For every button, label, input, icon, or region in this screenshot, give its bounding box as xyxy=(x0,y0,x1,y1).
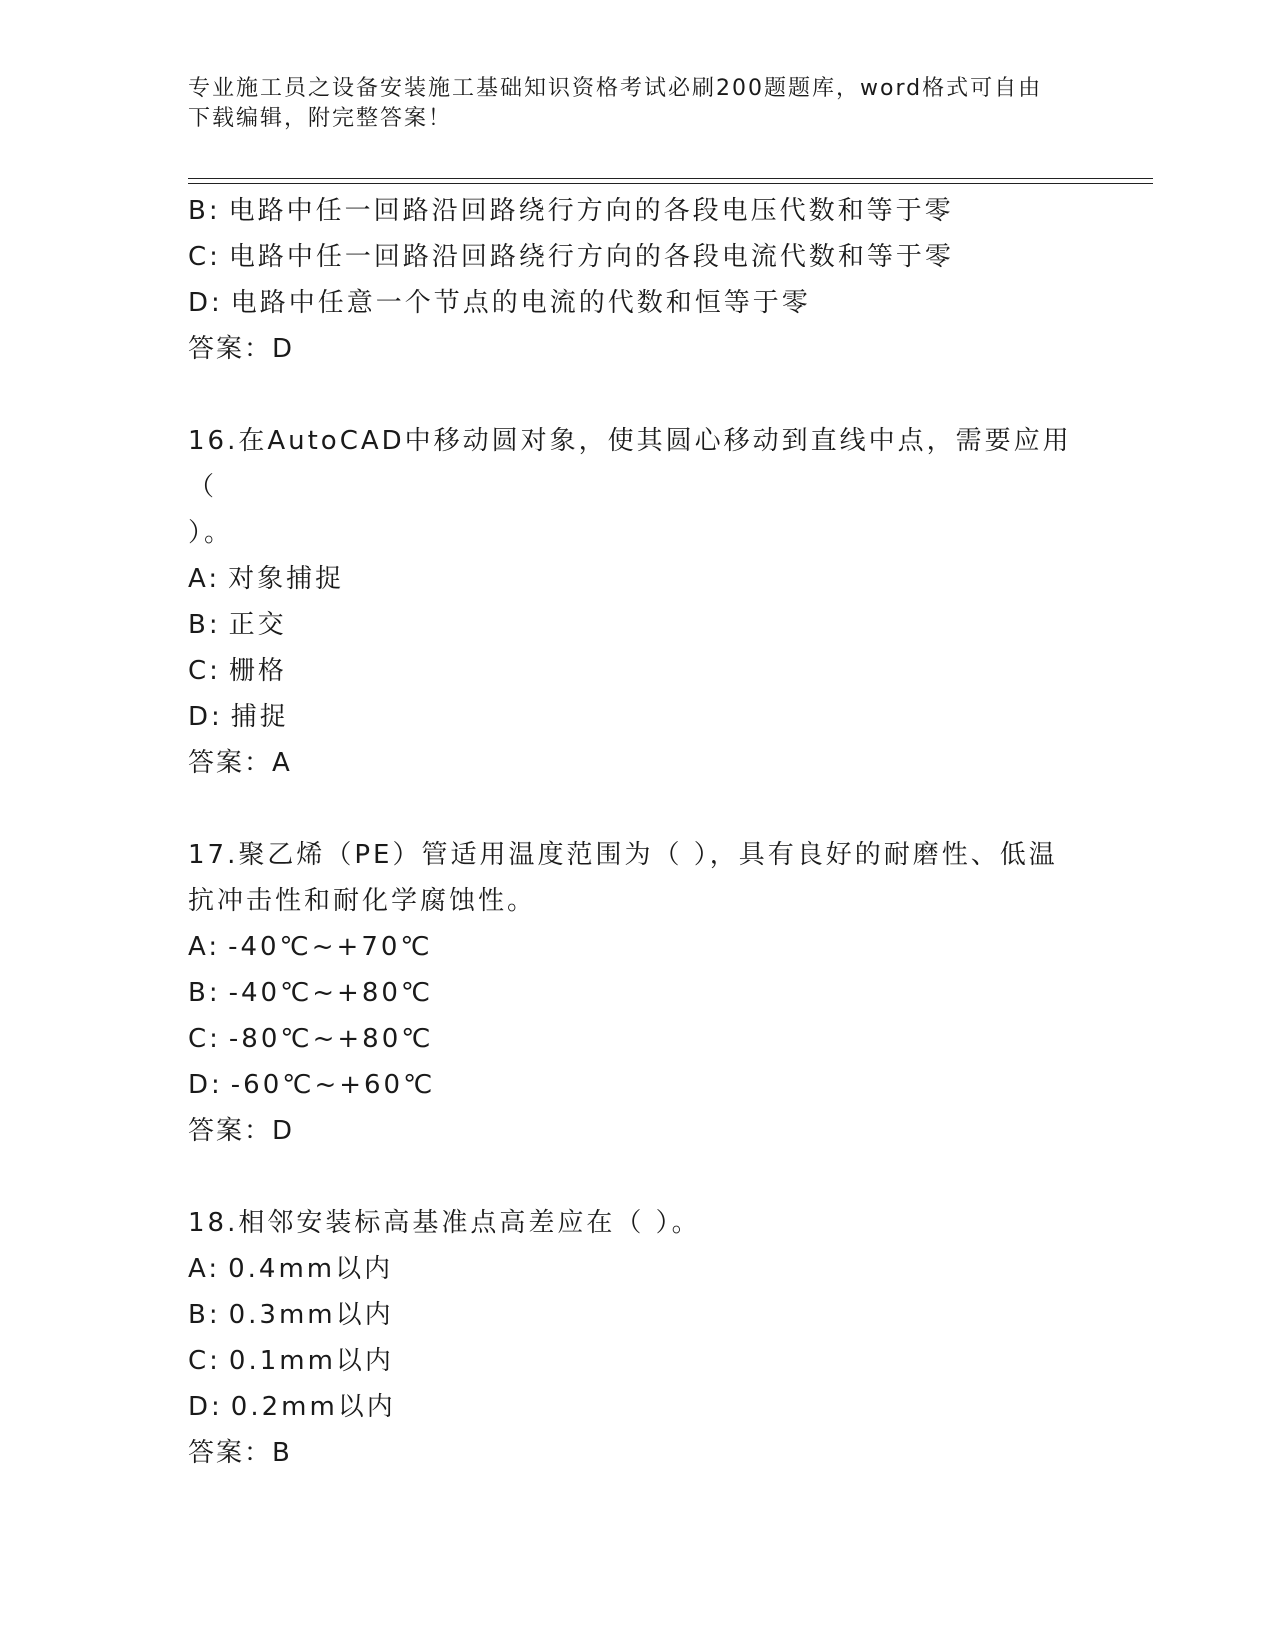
option-key: C: xyxy=(188,656,221,686)
question-text-line-2: 抗冲击性和耐化学腐蚀性。 xyxy=(188,886,537,916)
question-18 xyxy=(188,1200,1088,1476)
option-key: D: xyxy=(188,288,223,318)
document-header xyxy=(188,74,1078,134)
option-text: 电路中任一回路沿回路绕行方向的各段电流代数和等于零 xyxy=(228,242,954,272)
option-a xyxy=(188,556,1088,602)
option-a xyxy=(188,924,1088,970)
spacer xyxy=(188,372,1088,418)
option-d xyxy=(188,694,1088,740)
option-key: A: xyxy=(188,564,221,594)
option-text: -60℃~+60℃ xyxy=(230,1070,436,1100)
header-divider-thin xyxy=(188,183,1153,184)
header-line-1: 专业施工员之设备安装施工基础知识资格考试必刷200题题库，word格式可自由 xyxy=(188,76,1043,101)
option-key: B: xyxy=(188,978,221,1008)
option-key: C: xyxy=(188,242,221,272)
answer-line: 答案：D xyxy=(188,334,295,364)
spacer xyxy=(188,786,1088,832)
answer-line: 答案：B xyxy=(188,1438,292,1468)
option-key: C: xyxy=(188,1024,221,1054)
option-key: B: xyxy=(188,1300,221,1330)
option-text: -80℃~+80℃ xyxy=(228,1024,434,1054)
question-15 xyxy=(188,188,1088,372)
option-d xyxy=(188,280,1088,326)
option-text: -40℃~+70℃ xyxy=(228,932,433,962)
option-text: 0.2mm以内 xyxy=(230,1392,396,1422)
option-key: D: xyxy=(188,1070,223,1100)
option-text: 正交 xyxy=(228,610,287,640)
option-key: B: xyxy=(188,196,221,226)
option-text: 电路中任一回路沿回路绕行方向的各段电压代数和等于零 xyxy=(228,196,954,226)
option-text: 0.4mm以内 xyxy=(228,1254,394,1284)
option-text: -40℃~+80℃ xyxy=(228,978,434,1008)
option-a xyxy=(188,1246,1088,1292)
option-key: C: xyxy=(188,1346,221,1376)
option-text: 电路中任意一个节点的电流的代数和恒等于零 xyxy=(230,288,811,318)
option-text: 栅格 xyxy=(228,656,287,686)
option-key: B: xyxy=(188,610,221,640)
question-16 xyxy=(188,418,1088,786)
question-text-line-1: 18.相邻安装标高基准点高差应在（ ）。 xyxy=(188,1208,701,1238)
option-d xyxy=(188,1384,1088,1430)
option-key: D: xyxy=(188,702,223,732)
option-c xyxy=(188,234,1088,280)
option-key: A: xyxy=(188,1254,221,1284)
question-17 xyxy=(188,832,1088,1154)
option-text: 0.1mm以内 xyxy=(228,1346,394,1376)
option-c xyxy=(188,1016,1088,1062)
option-c xyxy=(188,1338,1088,1384)
option-d xyxy=(188,1062,1088,1108)
option-b xyxy=(188,1292,1088,1338)
question-list xyxy=(188,188,1088,1476)
option-text: 对象捕捉 xyxy=(228,564,345,594)
option-b xyxy=(188,602,1088,648)
option-b xyxy=(188,188,1088,234)
spacer xyxy=(188,1154,1088,1200)
option-c xyxy=(188,648,1088,694)
option-key: A: xyxy=(188,932,221,962)
option-text: 捕捉 xyxy=(230,702,289,732)
answer-line: 答案：D xyxy=(188,1116,295,1146)
option-key: D: xyxy=(188,1392,223,1422)
header-divider-thick xyxy=(188,178,1153,179)
header-line-2: 下载编辑，附完整答案！ xyxy=(188,106,453,131)
answer-line: 答案：A xyxy=(188,748,292,778)
question-text-line-2: ）。 xyxy=(188,518,234,548)
question-text-line-1: 17.聚乙烯（PE）管适用温度范围为（ ），具有良好的耐磨性、低温 xyxy=(188,840,1058,870)
question-text-line-1: 16.在AutoCAD中移动圆对象，使其圆心移动到直线中点，需要应用（ xyxy=(188,426,1072,502)
option-b xyxy=(188,970,1088,1016)
option-text: 0.3mm以内 xyxy=(228,1300,394,1330)
